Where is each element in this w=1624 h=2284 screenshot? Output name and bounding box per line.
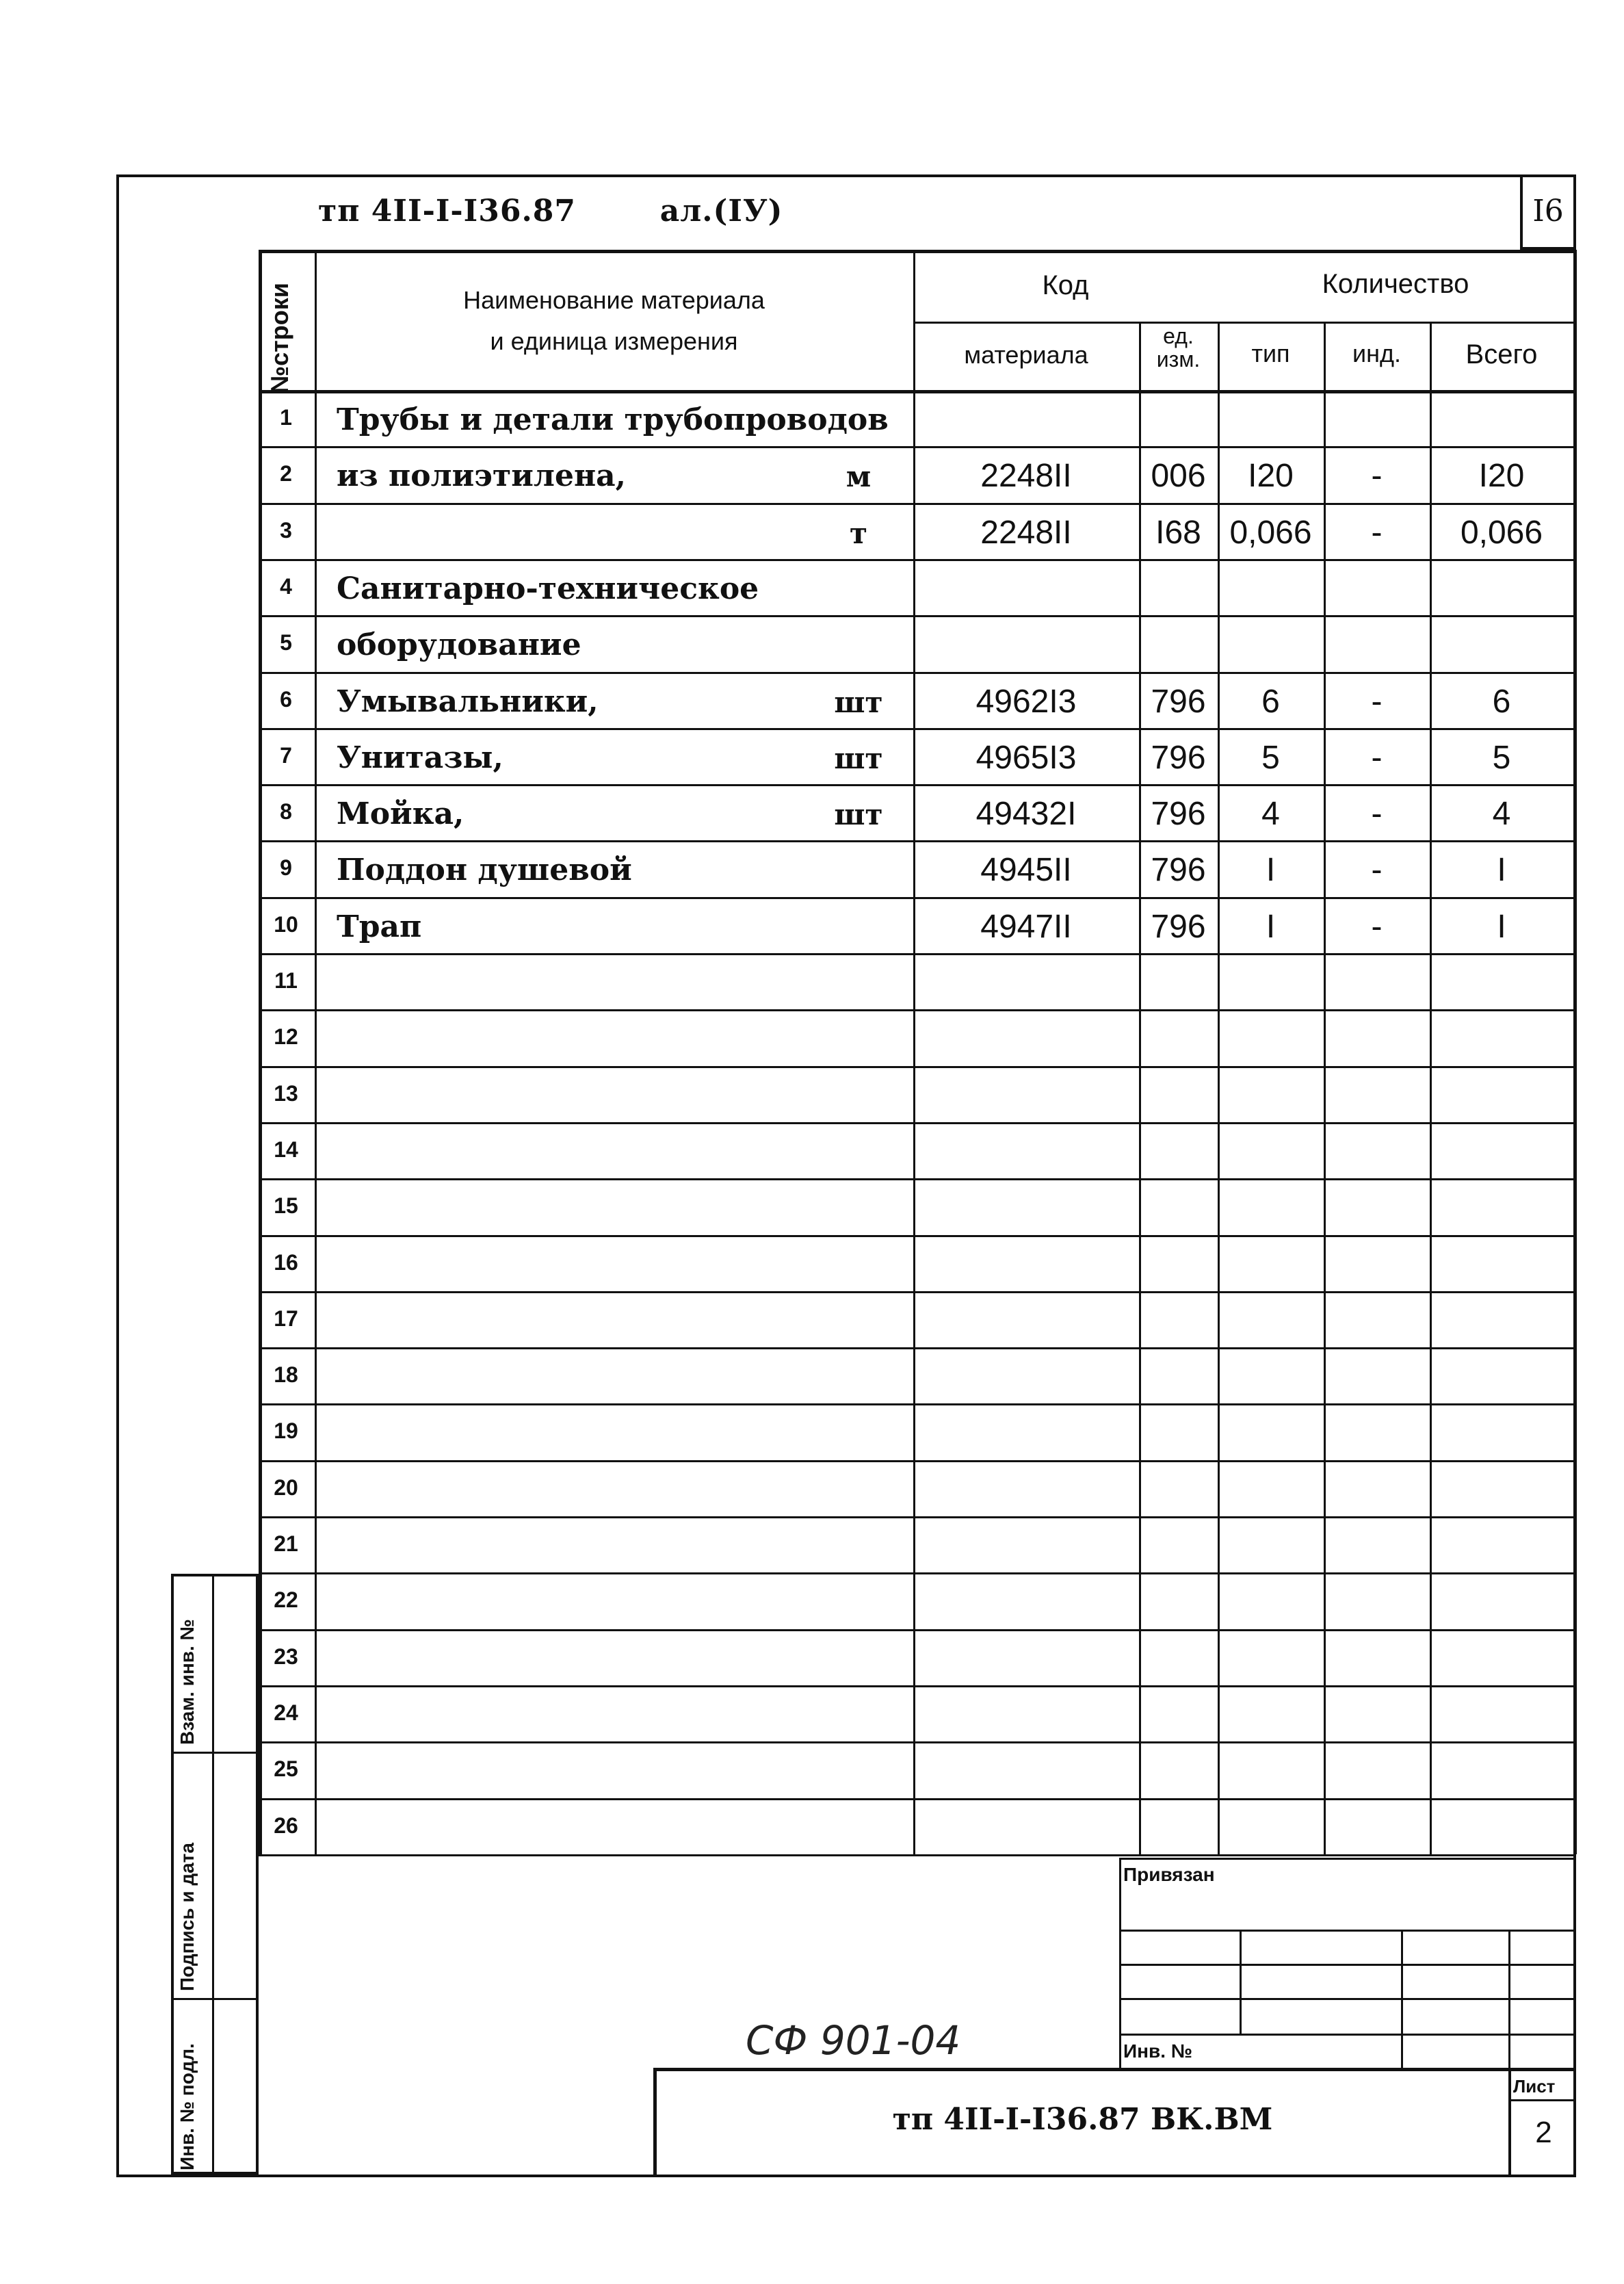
row-line bbox=[259, 1572, 1573, 1574]
row-number: 15 bbox=[274, 1193, 298, 1219]
col-qty-group: Количество bbox=[1322, 269, 1469, 299]
header-mid-line bbox=[913, 322, 1573, 324]
tb-line-4 bbox=[1119, 2034, 1576, 2036]
row-qty-type: 4 bbox=[1261, 796, 1280, 833]
row-qty-ind: - bbox=[1371, 458, 1383, 495]
col-row-no: №строки bbox=[265, 283, 293, 393]
row-number: 26 bbox=[274, 1813, 298, 1838]
row-line bbox=[259, 1741, 1573, 1743]
row-qty-ind: - bbox=[1371, 852, 1383, 889]
row-number: 24 bbox=[274, 1700, 298, 1725]
tb-line-3 bbox=[1119, 1998, 1576, 2000]
col-type: тип bbox=[1251, 339, 1290, 367]
row-line bbox=[259, 1178, 1573, 1180]
tb-line-1 bbox=[1119, 1930, 1576, 1932]
row-number: 6 bbox=[280, 686, 292, 712]
row-line bbox=[259, 1066, 1573, 1068]
row-unit-code: I68 bbox=[1155, 514, 1201, 551]
row-unit: шт bbox=[834, 685, 883, 719]
col-name-line2: и единица измерения bbox=[490, 327, 738, 355]
row-number: 21 bbox=[274, 1531, 298, 1556]
row-line bbox=[259, 1235, 1573, 1237]
row-unit-code: 796 bbox=[1151, 908, 1206, 945]
row-line bbox=[259, 1403, 1573, 1405]
sheet-label: Лист bbox=[1513, 2076, 1556, 2097]
row-line bbox=[259, 1347, 1573, 1349]
col-line bbox=[1218, 322, 1220, 1854]
row-name: Трап bbox=[337, 909, 422, 944]
row-qty-total: I20 bbox=[1478, 458, 1525, 495]
row-unit-code: 006 bbox=[1151, 458, 1206, 495]
row-material-code: 49432I bbox=[975, 796, 1077, 833]
col-unit-line2: изм. bbox=[1156, 347, 1201, 372]
row-unit: м bbox=[846, 460, 872, 494]
row-qty-type: 6 bbox=[1261, 683, 1280, 720]
row-number: 22 bbox=[274, 1587, 298, 1613]
row-unit: шт bbox=[834, 741, 883, 775]
handwritten-code bbox=[746, 2017, 960, 2064]
side-stamp-divider-1 bbox=[171, 1752, 259, 1754]
col-unit-line1: ед. bbox=[1163, 324, 1194, 348]
header-album: ал.(IУ) bbox=[659, 194, 783, 229]
row-number: 5 bbox=[280, 630, 292, 656]
row-line bbox=[259, 446, 1573, 448]
row-number: 3 bbox=[280, 517, 292, 543]
row-line bbox=[259, 1685, 1573, 1687]
side-stamp-vdivider bbox=[212, 1574, 214, 2175]
row-number: 14 bbox=[274, 1137, 298, 1162]
row-line bbox=[259, 953, 1573, 955]
row-material-code: 2248II bbox=[980, 458, 1072, 495]
row-name: Трубы и детали трубопроводов bbox=[337, 402, 889, 437]
row-name: оборудование bbox=[337, 627, 581, 663]
row-line bbox=[259, 897, 1573, 899]
tb-vline-3 bbox=[1508, 1930, 1510, 2071]
row-line bbox=[259, 1009, 1573, 1011]
row-qty-type: 0,066 bbox=[1229, 514, 1312, 551]
row-qty-total: 4 bbox=[1492, 796, 1511, 833]
row-material-code: 4947II bbox=[980, 908, 1072, 945]
row-qty-ind: - bbox=[1371, 683, 1383, 720]
row-qty-type: I20 bbox=[1248, 458, 1294, 495]
page-number: I6 bbox=[1532, 194, 1564, 229]
handwritten-code-text: СФ 901-04 bbox=[746, 2017, 961, 2064]
title-doc-code: тп 4II-I-I36.87 ВК.ВМ bbox=[892, 2102, 1273, 2137]
row-material-code: 2248II bbox=[980, 514, 1072, 551]
row-name: Санитарно-техническое bbox=[337, 571, 759, 606]
row-unit-code: 796 bbox=[1151, 683, 1206, 720]
header-bottom-border bbox=[259, 390, 1573, 393]
row-line bbox=[259, 1122, 1573, 1124]
row-number: 8 bbox=[280, 799, 292, 825]
tb-line-2 bbox=[1119, 1964, 1576, 1966]
row-qty-ind: - bbox=[1371, 908, 1383, 945]
header-doc-code-text: тп 4II-I-I36.87 bbox=[318, 194, 577, 229]
col-line bbox=[1324, 322, 1326, 1854]
header-doc-code bbox=[318, 194, 783, 229]
row-line bbox=[259, 1460, 1573, 1462]
row-line bbox=[259, 1516, 1573, 1518]
row-unit-code: 796 bbox=[1151, 852, 1206, 889]
row-qty-type: I bbox=[1266, 852, 1276, 889]
row-number: 9 bbox=[280, 855, 292, 881]
stamp-podpis: Подпись и дата bbox=[176, 1843, 198, 1991]
row-line bbox=[259, 1629, 1573, 1631]
row-line bbox=[259, 559, 1573, 561]
row-number: 12 bbox=[274, 1024, 298, 1050]
col-unit bbox=[1139, 324, 1218, 371]
row-name: Унитазы, bbox=[337, 740, 503, 775]
col-code-group: Код bbox=[1042, 270, 1089, 300]
row-number: 2 bbox=[280, 461, 292, 486]
stamp-vzam: Взам. инв. № bbox=[176, 1619, 198, 1745]
tb-vline-1 bbox=[1240, 1930, 1242, 2034]
row-number: 23 bbox=[274, 1644, 298, 1669]
row-unit: т bbox=[849, 516, 868, 550]
row-name: Мойка, bbox=[337, 796, 464, 832]
row-name: Умывальники, bbox=[337, 684, 599, 719]
privyazan-label: Привязан bbox=[1123, 1864, 1215, 1885]
row-unit-code: 796 bbox=[1151, 739, 1206, 776]
row-material-code: 4945II bbox=[980, 852, 1072, 889]
row-material-code: 4962I3 bbox=[975, 683, 1077, 720]
row-number: 17 bbox=[274, 1306, 298, 1331]
col-line bbox=[259, 250, 262, 1854]
col-ind: инд. bbox=[1352, 339, 1401, 367]
col-line bbox=[1139, 322, 1141, 1854]
row-unit-code: 796 bbox=[1151, 796, 1206, 833]
row-qty-type: 5 bbox=[1261, 739, 1280, 776]
row-line bbox=[259, 784, 1573, 786]
sheet-number: 2 bbox=[1535, 2116, 1552, 2149]
row-number: 20 bbox=[274, 1475, 298, 1500]
row-line bbox=[259, 615, 1573, 617]
row-qty-ind: - bbox=[1371, 739, 1383, 776]
row-qty-total: 0,066 bbox=[1460, 514, 1543, 551]
row-number: 1 bbox=[280, 405, 292, 430]
col-line bbox=[315, 250, 317, 1854]
row-line bbox=[259, 1854, 1573, 1856]
row-name: Поддон душевой bbox=[337, 853, 632, 888]
col-name-line1: Наименование материала bbox=[463, 286, 765, 314]
row-number: 13 bbox=[274, 1080, 298, 1106]
row-qty-total: 6 bbox=[1492, 683, 1511, 720]
row-number: 25 bbox=[274, 1756, 298, 1782]
row-qty-type: I bbox=[1266, 908, 1276, 945]
row-qty-ind: - bbox=[1371, 514, 1383, 551]
col-line bbox=[1573, 250, 1577, 1854]
row-qty-total: I bbox=[1497, 852, 1506, 889]
row-qty-total: I bbox=[1497, 908, 1506, 945]
row-line bbox=[259, 840, 1573, 842]
col-total: Всего bbox=[1465, 339, 1538, 369]
row-unit: шт bbox=[834, 798, 883, 832]
row-line bbox=[259, 672, 1573, 674]
row-name: из полиэтилена, bbox=[337, 458, 626, 494]
row-line bbox=[259, 503, 1573, 505]
side-stamp-divider-2 bbox=[171, 1998, 259, 2000]
table-top-border bbox=[259, 250, 1573, 253]
row-number: 18 bbox=[274, 1362, 298, 1388]
row-number: 4 bbox=[280, 573, 292, 599]
inv-no-label: Инв. № bbox=[1123, 2040, 1193, 2062]
row-material-code: 4965I3 bbox=[975, 739, 1077, 776]
row-qty-total: 5 bbox=[1492, 739, 1511, 776]
stamp-inv-podl: Инв. № подл. bbox=[176, 2043, 198, 2170]
tb-sheet-hline bbox=[1508, 2099, 1576, 2101]
col-material: материала bbox=[964, 341, 1088, 369]
row-number: 16 bbox=[274, 1249, 298, 1275]
row-number: 10 bbox=[274, 911, 298, 937]
row-qty-ind: - bbox=[1371, 796, 1383, 833]
row-number: 19 bbox=[274, 1418, 298, 1444]
row-line bbox=[259, 1798, 1573, 1800]
row-number: 7 bbox=[280, 742, 292, 768]
row-line bbox=[259, 1291, 1573, 1293]
row-number: 11 bbox=[274, 968, 298, 993]
col-line bbox=[1430, 322, 1432, 1854]
tb-vline-2 bbox=[1401, 1930, 1403, 2071]
row-line bbox=[259, 728, 1573, 730]
